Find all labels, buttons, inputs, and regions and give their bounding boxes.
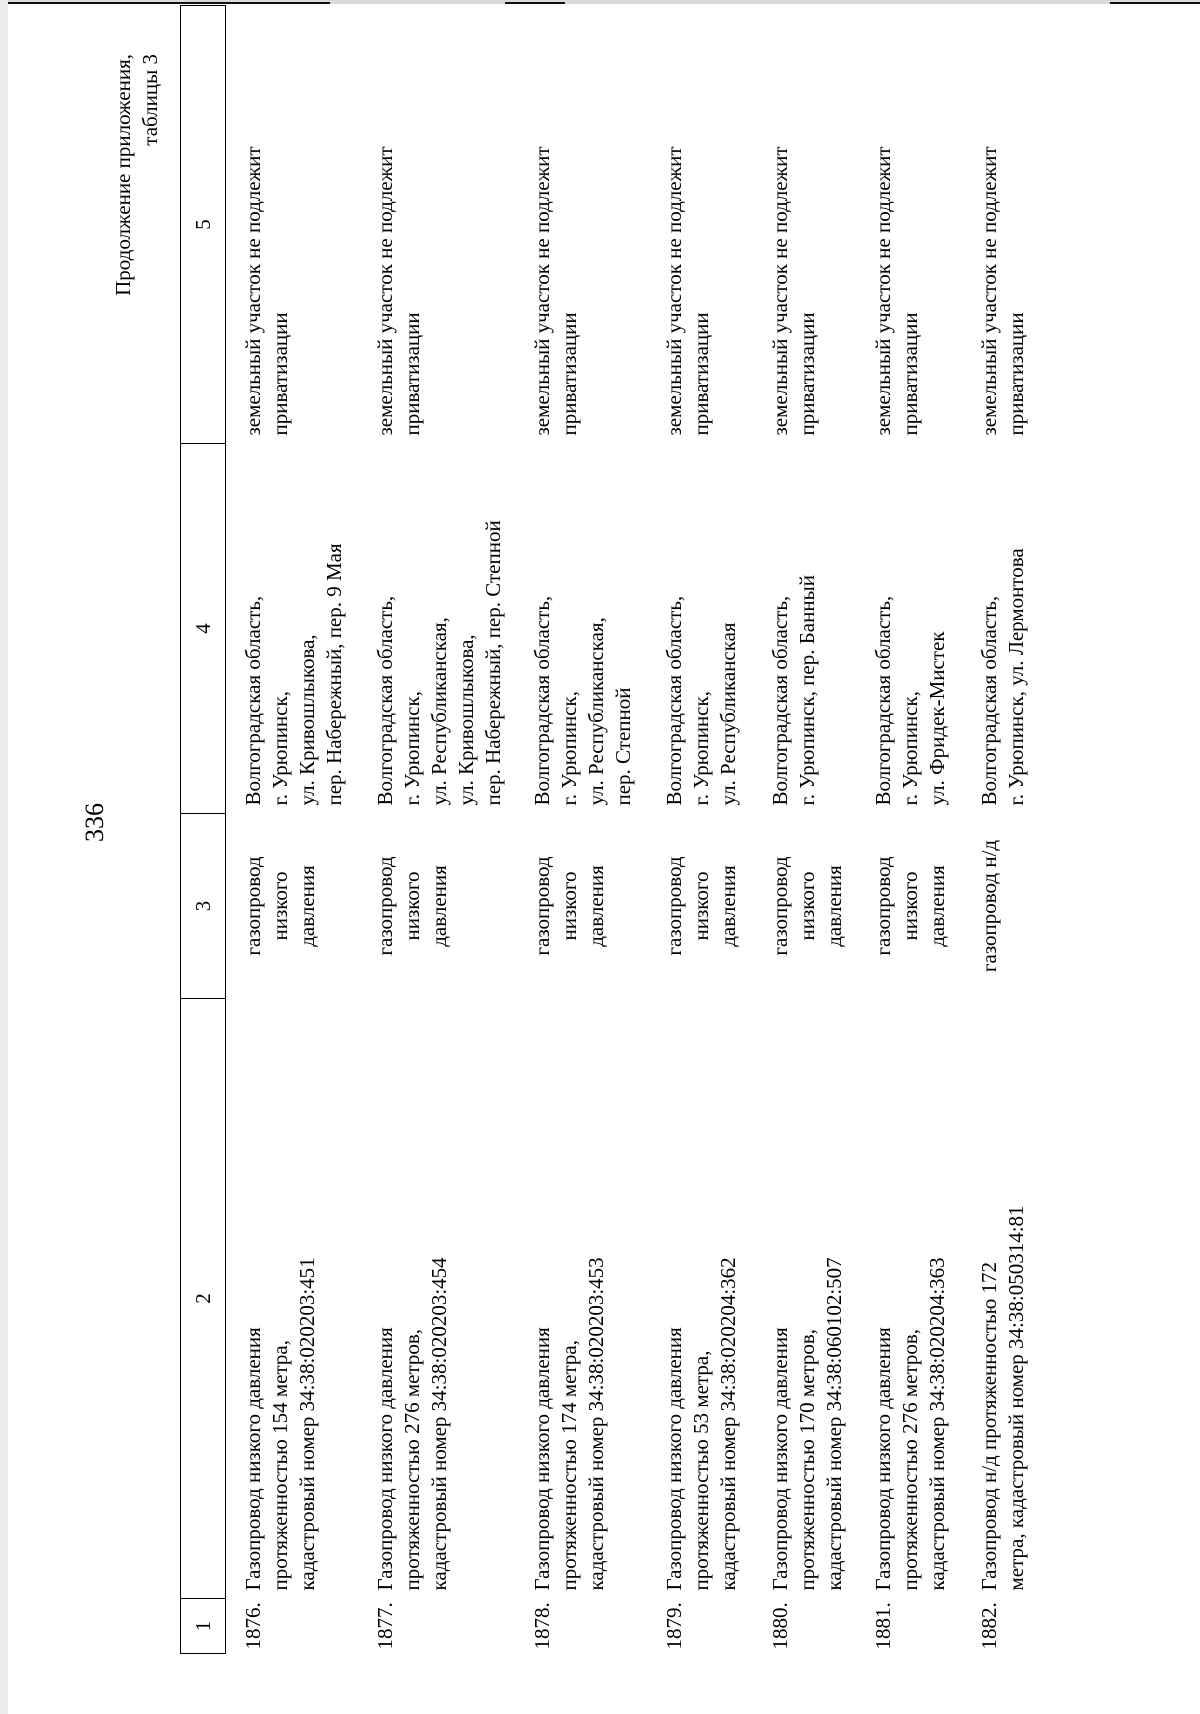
object-cell (962, 999, 1064, 1599)
object-type: газопровод низкого давления (530, 856, 608, 956)
row-number: 1880. (768, 1602, 792, 1650)
object-address: Волгоградская область, г. Урюпинск, ул. Республиканская, пер. Степной (530, 595, 635, 806)
object-description: Газопровод низкого давления протяженностью 276 метров, кадастровый номер 34:38:020204:363 (871, 1257, 949, 1591)
type-cell (358, 814, 515, 999)
row-number: 1878. (530, 1602, 554, 1650)
address-cell (753, 444, 856, 814)
continuation-note: Продолжение приложения, таблицы 3 (111, 54, 162, 296)
object-cell (647, 999, 753, 1599)
type-cell (753, 814, 856, 999)
object-description: Газопровод низкого давления протяженностью 154 метра, кадастровый номер 34:38:020203:451 (241, 1257, 319, 1591)
object-cell (226, 999, 359, 1599)
land-status: земельный участок не подлежит приватизации (977, 146, 1028, 436)
object-address: Волгоградская область, г. Урюпинск, ул. Кривошлыкова, пер. Набережный, пер. 9 Мая (241, 543, 346, 806)
object-description: Газопровод низкого давления протяженностью 276 метров, кадастровый номер 34:38:020203:454 (373, 1257, 451, 1591)
status-cell (962, 6, 1064, 444)
column-header: 1 (181, 1599, 226, 1654)
status-cell (753, 6, 856, 444)
type-cell (515, 814, 647, 999)
row-number: 1882. (977, 1602, 1001, 1650)
status-cell (515, 6, 647, 444)
object-type: газопровод низкого давления (373, 856, 451, 956)
row-number-cell (753, 1599, 856, 1654)
object-cell (753, 999, 856, 1599)
object-cell (515, 999, 647, 1599)
column-header: 5 (181, 6, 226, 444)
property-table (180, 5, 1064, 1654)
row-number: 1877. (373, 1602, 397, 1650)
object-address: Волгоградская область, г. Урюпинск, ул. Республиканская, ул. Кривошлыкова, пер. Набережный, пер. Степной (373, 520, 505, 806)
object-description: Газопровод низкого давления протяженностью 174 метра, кадастровый номер 34:38:020203:453 (530, 1257, 608, 1591)
row-number-cell (962, 1599, 1064, 1654)
table-row (358, 6, 515, 1654)
table-row (226, 6, 359, 1654)
status-cell (647, 6, 753, 444)
land-status: земельный участок не подлежит приватизации (530, 146, 581, 436)
row-number-cell (647, 1599, 753, 1654)
object-address: Волгоградская область, г. Урюпинск, пер. Банный (768, 575, 819, 806)
type-cell (962, 814, 1064, 999)
object-type: газопровод низкого давления (241, 856, 319, 956)
object-type: газопровод низкого давления (871, 856, 949, 956)
land-status: земельный участок не подлежит приватизации (662, 146, 713, 436)
address-cell (962, 444, 1064, 814)
table-row (515, 6, 647, 1654)
status-cell (856, 6, 962, 444)
page-number: 336 (80, 803, 109, 842)
row-number-cell (226, 1599, 359, 1654)
address-cell (856, 444, 962, 814)
row-number-cell (856, 1599, 962, 1654)
table-row (962, 6, 1064, 1654)
column-header: 2 (181, 999, 226, 1599)
column-header: 3 (181, 814, 226, 999)
header-row (181, 6, 226, 1654)
status-cell (226, 6, 359, 444)
table-row (753, 6, 856, 1654)
object-cell (358, 999, 515, 1599)
object-cell (856, 999, 962, 1599)
land-status: земельный участок не подлежит приватизации (871, 146, 922, 436)
column-header: 4 (181, 444, 226, 814)
row-number: 1876. (241, 1602, 265, 1650)
address-cell (358, 444, 515, 814)
row-number-cell (515, 1599, 647, 1654)
object-description: Газопровод н/д протяженностью 172 метра, кадастровый номер 34:38:050314:81 (977, 1205, 1028, 1591)
object-description: Газопровод низкого давления протяженностью 170 метров, кадастровый номер 34:38:060102:507 (768, 1257, 846, 1591)
type-cell (647, 814, 753, 999)
row-number: 1879. (662, 1602, 686, 1650)
object-type: газопровод низкого давления (768, 856, 846, 956)
address-cell (226, 444, 359, 814)
object-description: Газопровод низкого давления протяженностью 53 метра, кадастровый номер 34:38:020204:362 (662, 1257, 740, 1591)
object-type: газопровод низкого давления (662, 856, 740, 956)
object-address: Волгоградская область, г. Урюпинск, ул. Лермонтова (977, 548, 1028, 806)
object-address: Волгоградская область, г. Урюпинск, ул. Фридек-Мистек (871, 595, 949, 806)
table-row (647, 6, 753, 1654)
object-type: газопровод н/д (977, 839, 1001, 973)
table-row (856, 6, 962, 1654)
type-cell (856, 814, 962, 999)
row-number-cell (358, 1599, 515, 1654)
object-address: Волгоградская область, г. Урюпинск, ул. Республиканская (662, 595, 740, 806)
land-status: земельный участок не подлежит приватизации (373, 146, 424, 436)
row-number: 1881. (871, 1602, 895, 1650)
land-status: земельный участок не подлежит приватизации (241, 146, 292, 436)
land-status: земельный участок не подлежит приватизации (768, 146, 819, 436)
status-cell (358, 6, 515, 444)
address-cell (515, 444, 647, 814)
address-cell (647, 444, 753, 814)
type-cell (226, 814, 359, 999)
